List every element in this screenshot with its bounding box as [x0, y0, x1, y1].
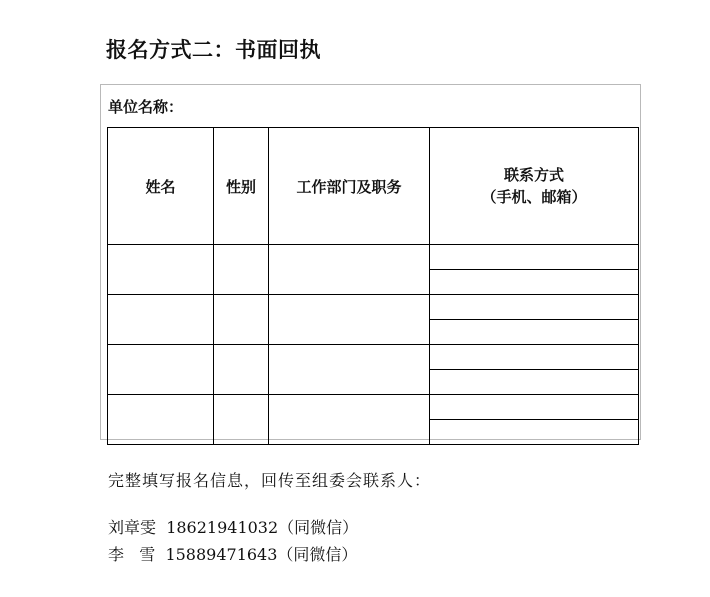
registration-table [107, 127, 639, 445]
table-row [108, 245, 639, 270]
cell-name[interactable] [108, 295, 214, 345]
table-row [108, 395, 639, 420]
cell-email[interactable] [430, 420, 639, 445]
cell-dept[interactable] [269, 395, 430, 445]
table-row [108, 345, 639, 370]
cell-phone[interactable] [430, 345, 639, 370]
contact-line [108, 542, 357, 565]
cell-dept[interactable] [269, 245, 430, 295]
header-contact-title: 联系方式 [503, 166, 564, 184]
cell-name[interactable] [108, 245, 214, 295]
table-row [108, 295, 639, 320]
header-dept-position: 工作部门及职务 [269, 128, 430, 245]
header-contact [430, 128, 639, 245]
cell-gender[interactable] [214, 345, 269, 395]
contact-phone: 18621941032 [166, 518, 279, 537]
contact-name: 李 雪 [108, 545, 156, 564]
cell-gender[interactable] [214, 295, 269, 345]
cell-phone[interactable] [430, 245, 639, 270]
cell-phone[interactable] [430, 295, 639, 320]
cell-gender[interactable] [214, 395, 269, 445]
unit-name-label: 单位名称： [108, 98, 184, 116]
cell-gender[interactable] [214, 245, 269, 295]
contact-line [108, 515, 358, 538]
cell-dept[interactable] [269, 345, 430, 395]
contact-phone: 15889471643 [165, 545, 278, 564]
header-contact-subtitle: （手机、邮箱） [481, 188, 587, 206]
table-header-row [108, 128, 639, 245]
submission-note: 完整填写报名信息，回传至组委会联系人： [108, 471, 432, 490]
contact-remark: （同微信） [277, 545, 358, 564]
page-title: 报名方式二：书面回执 [106, 38, 321, 62]
cell-email[interactable] [430, 370, 639, 395]
cell-email[interactable] [430, 320, 639, 345]
cell-name[interactable] [108, 395, 214, 445]
cell-dept[interactable] [269, 295, 430, 345]
contact-name: 刘章雯 [108, 518, 157, 537]
header-gender: 性别 [214, 128, 269, 245]
cell-email[interactable] [430, 270, 639, 295]
contact-remark: （同微信） [278, 518, 359, 537]
header-name: 姓名 [108, 128, 214, 245]
cell-name[interactable] [108, 345, 214, 395]
cell-phone[interactable] [430, 395, 639, 420]
